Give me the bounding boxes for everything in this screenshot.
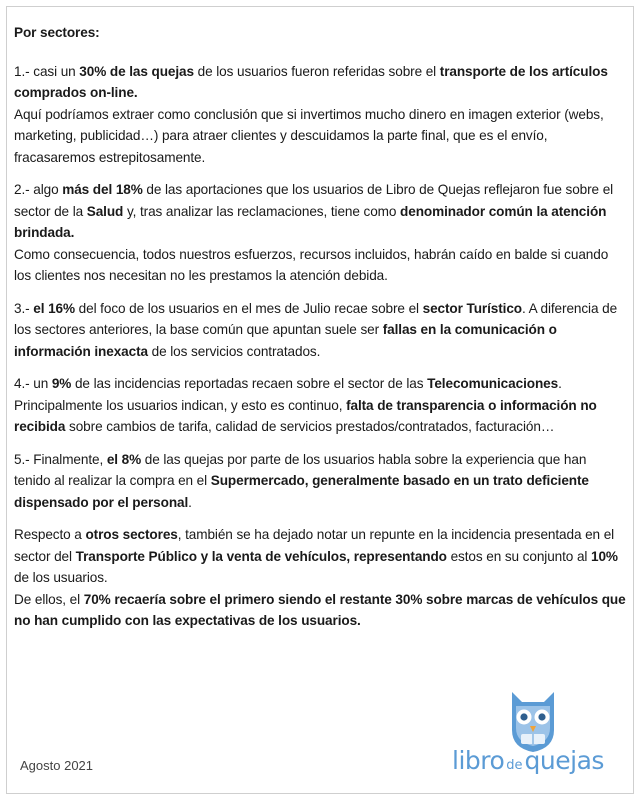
body-text: 2.- algo (14, 182, 63, 197)
paragraph-line (14, 524, 626, 589)
body-text: Como consecuencia, todos nuestros esfuerzos, recursos incluidos, habrán caído en balde si cuando los clientes nos necesitan no les prestamos la atención debida. (14, 246, 609, 283)
body-text: de los usuarios. (14, 570, 108, 585)
emphasis-text: otros sectores (85, 527, 178, 542)
emphasis-text: 70% recaería sobre el primero siendo el restante 30% sobre marcas de vehículos que no han cumplido con las expectativas de los usuarios. (14, 591, 626, 628)
emphasis-text: 9% (51, 376, 72, 391)
paragraph-6 (14, 524, 626, 632)
body-text: Respecto a (14, 527, 86, 542)
body-text: de las aportaciones que los usuarios de Libro de Quejas reflejaron fue sobre el sector de la (14, 182, 614, 219)
emphasis-text: Supermercado, generalmente basado en un trato deficiente dispensado por el personal (14, 473, 589, 510)
body-text: 5.- Finalmente, (14, 451, 107, 467)
body-text: . Principalmente los usuarios indican, y esto es continuo, (14, 376, 562, 413)
paragraph-line (14, 589, 626, 632)
paragraph-line (14, 373, 626, 438)
footer-date: Agosto 2021 (20, 758, 94, 773)
document-body (14, 22, 626, 643)
body-text: de las incidencias reportadas recaen sobre el sector de las (71, 376, 428, 391)
paragraph-5 (14, 449, 626, 514)
emphasis-text: 10% (591, 548, 618, 564)
emphasis-text: transporte de los artículos comprados on-line. (14, 63, 608, 100)
body-text: de las quejas por parte de los usuarios habla sobre la experiencia que han tenido al realizar la compra en el (14, 451, 587, 488)
paragraph-line (14, 449, 626, 514)
emphasis-text: Salud (86, 203, 124, 219)
paragraph-list (14, 61, 626, 632)
paragraph-line (14, 61, 626, 104)
paragraph-4 (14, 373, 626, 438)
body-text: De ellos, el (14, 591, 84, 607)
emphasis-text: más del 18% (62, 182, 143, 197)
body-text: 4.- un (14, 376, 52, 391)
body-text: , también se ha dejado notar un repunte en la incidencia presentada en el sector del (14, 527, 615, 564)
body-text: . A diferencia de los sectores anteriores, la base común que apuntan suele ser (14, 300, 618, 337)
brand-logo (452, 686, 628, 786)
emphasis-text: denominador común la atención brindada. (14, 203, 607, 240)
paragraph-3 (14, 298, 626, 363)
logo-wordmark (452, 746, 628, 775)
body-text: de los usuarios fueron referidas sobre el (193, 63, 440, 79)
paragraph-1 (14, 61, 626, 169)
emphasis-text: falta de transparencia o información no recibida (14, 397, 597, 434)
emphasis-text: 30% de las quejas (79, 63, 194, 79)
body-text: . (188, 494, 192, 510)
body-text: de los servicios contratados. (147, 343, 321, 359)
body-text: y, tras analizar las reclamaciones, tiene como (123, 203, 401, 219)
paragraph-line (14, 244, 626, 287)
logo-word-de: de (506, 758, 523, 773)
emphasis-text: el 8% (106, 451, 142, 467)
emphasis-text: Transporte Público y la venta de vehículos, representando (75, 548, 447, 564)
body-text: del foco de los usuarios en el mes de Julio recae sobre el (74, 300, 423, 316)
section-heading: Por sectores: (14, 25, 100, 40)
body-text: 3.- (14, 300, 34, 316)
paragraph-2 (14, 179, 626, 287)
emphasis-text: sector Turístico (422, 300, 522, 316)
body-text: Aquí podríamos extraer como conclusión que si invertimos mucho dinero en imagen exterior (webs, marketing, publicidad…) para atraer clientes y descuidamos la parte final, que es el envío, fracasaremos estrepitosamente. (14, 106, 604, 165)
logo-word-libro: libro (452, 746, 505, 775)
body-text: 1.- casi un (14, 63, 80, 79)
logo-word-quejas: quejas (524, 746, 604, 775)
emphasis-text: el 16% (33, 300, 75, 316)
emphasis-text: fallas en la comunicación o información inexacta (14, 322, 557, 359)
body-text: estos en su conjunto al (446, 548, 591, 564)
paragraph-line (14, 298, 626, 363)
body-text: sobre cambios de tarifa, calidad de servicios prestados/contratados, facturación… (65, 419, 555, 434)
owl-icon (504, 686, 562, 754)
emphasis-text: Telecomunicaciones (427, 376, 559, 391)
paragraph-line (14, 179, 626, 244)
paragraph-line (14, 104, 626, 169)
